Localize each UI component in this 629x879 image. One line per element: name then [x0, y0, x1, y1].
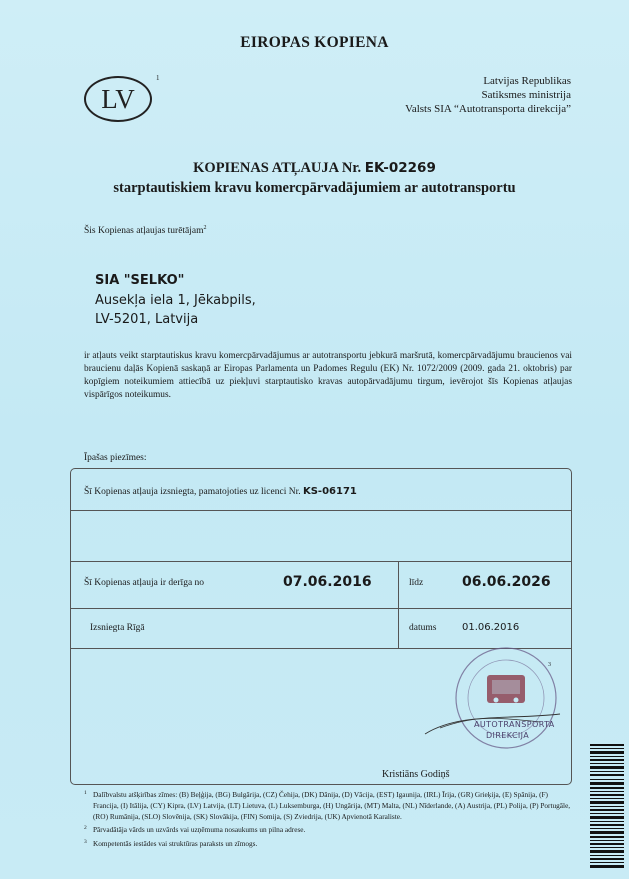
holder-label-footnote-mark: 2 [203, 224, 207, 231]
permit-subtitle: starptautiskiem kravu komercpārvadājumiem ar autotransportu [113, 180, 516, 196]
holder-label [84, 226, 207, 236]
holder-address [95, 291, 256, 329]
frame-vertical-divider [398, 561, 399, 648]
issue-date-label: datums [409, 623, 437, 633]
authority-line-3: Valsts SIA “Autotransporta direkcija” [405, 103, 571, 115]
footnote-2-text: Pārvadātāja vārds un uzvārds vai uzņēmuma nosaukums un pilna adrese. [93, 825, 306, 835]
frame-divider-3 [70, 608, 572, 609]
remarks-label: Īpašas piezīmes: [84, 453, 147, 463]
issue-date: 01.06.2016 [462, 622, 520, 633]
footnote-3-text: Kompetentās iestādes vai struktūras paraksts un zīmogs. [93, 839, 258, 849]
holder-address-line-1: Ausekļa iela 1, Jēkabpils, [95, 293, 256, 308]
valid-until-label: līdz [409, 578, 424, 588]
footnote-2-mark: 2 [84, 825, 87, 832]
valid-until-date: 06.06.2026 [462, 574, 551, 590]
licence-number: KS-06171 [302, 486, 357, 497]
country-code-footnote-mark: 1 [156, 74, 160, 82]
country-code: LV [101, 84, 135, 114]
remarks-text: Šī Kopienas atļauja izsniegta, pamatojoties uz licenci Nr. [84, 487, 301, 497]
frame-divider-1 [70, 510, 572, 511]
footnotes [84, 790, 572, 853]
stamp-line-2: DIREKCIJA [486, 731, 530, 740]
footnote-1 [84, 790, 572, 822]
holder-name: SIA "SELKO" [95, 273, 185, 288]
valid-from-date: 07.06.2016 [283, 574, 372, 590]
remarks-licence-text [84, 486, 357, 497]
holder-address-line-2: LV-5201, Latvija [95, 312, 199, 327]
permit-body-text: ir atļauts veikt starptautiskus kravu komercpārvadājumus ar autotransportu jebkurā maršrutā, komercpārvadājumu braucienos vai braucienu daļās Kopienā saskaņā ar Eiropas Parlamenta un Padomes Regulu (EK) Nr. 1072/2009 (2009. gada 21. oktobris) par kopīgiem noteikumiem attiecībā uz piekļuvi starptautisko kravas autopārvadājumu tirgum, ievērojot šīs Kopienas atļaujas vispārīgos noteikumus. [84, 351, 572, 400]
signatory-name: Kristiāns Godiņš [382, 769, 450, 780]
stamp-footnote-mark: 3 [548, 662, 551, 668]
footnote-1-mark: 1 [84, 790, 87, 796]
footnote-1-text: Dalībvalstu atšķirības zīmes: (B) Beļģija, (BG) Bulgārija, (CZ) Čehija, (DK) Dānija, (D) Vācija, (EST) Igaunija, (IRL) Īrija, (GR) Grieķija, (E) Spānija, (F) Francija, (I) Itālija, (CY) Kipra, (LV) Latvija, (LT) Lietuva, (L) Luksemburga, (H) Ungārija, (MT) Malta, (NL) Nīderlande, (A) Austrija, (PL) Polija, (P) Portugāle, (RO) Rumānija, (SLO) Slovēnija, (SK) Slovākija, (FIN) Somija, (S) Zviedrija, (UK) Apvienotā Karaliste. [93, 790, 571, 821]
authority-line-2: Satiksmes ministrija [481, 89, 571, 101]
frame-divider-2 [70, 561, 572, 562]
issuing-authority [405, 74, 571, 116]
footnote-3 [84, 839, 572, 850]
permit-number: EK-02269 [364, 160, 436, 176]
authority-line-1: Latvijas Republikas [483, 75, 571, 87]
community-heading: EIROPAS KOPIENA [240, 34, 389, 51]
barcode [590, 744, 624, 868]
holder-label-text: Šis Kopienas atļaujas turētājam [84, 226, 204, 236]
footnote-3-mark: 3 [84, 839, 87, 846]
permit-title [0, 160, 629, 177]
country-code-oval [84, 76, 152, 122]
footnote-2 [84, 825, 572, 836]
permit-title-prefix: KOPIENAS ATĻAUJA Nr. [193, 160, 362, 176]
issue-place: Izsniegta Rīgā [90, 623, 145, 633]
stamp-line-1: AUTOTRANSPORTA [474, 720, 555, 729]
validity-label: Šī Kopienas atļauja ir derīga no [84, 578, 205, 588]
